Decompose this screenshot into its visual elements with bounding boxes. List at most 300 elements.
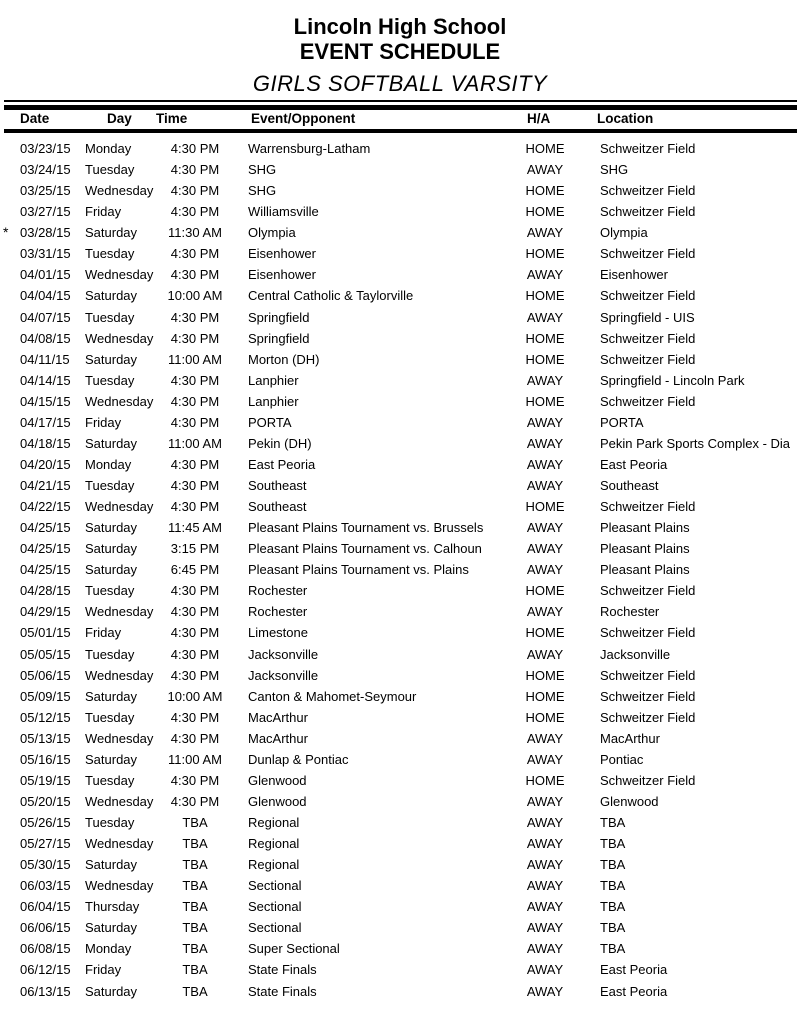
cell-time: 4:30 PM (170, 414, 220, 430)
table-row (0, 201, 800, 222)
cell-event: Canton & Mahomet-Seymour (248, 688, 417, 704)
cell-day: Saturday (85, 751, 138, 767)
table-row (0, 243, 800, 264)
cell-date: 05/05/15 (20, 646, 71, 662)
cell-location: Schweitzer Field (600, 183, 696, 199)
cell-location: Jacksonville (600, 646, 671, 662)
cell-day: Tuesday (85, 478, 135, 493)
cell-date: 03/25/15 (20, 183, 71, 199)
cell-day: Saturday (85, 520, 138, 536)
table-row (0, 665, 800, 686)
cell-location: TBA (600, 836, 626, 852)
table-row (0, 222, 800, 243)
cell-time: 4:30 PM (170, 246, 220, 262)
cell-event: Springfield (248, 309, 310, 325)
cell-day: Saturday (85, 857, 138, 873)
cell-day: Saturday (85, 983, 138, 999)
cell-time: 11:45 AM (168, 520, 222, 536)
cell-event: Regional (248, 815, 300, 830)
cell-day: Saturday (85, 541, 138, 557)
cell-ha: AWAY (526, 435, 564, 451)
cell-date: 03/27/15 (20, 204, 71, 220)
cell-time: TBA (182, 836, 208, 852)
cell-time: TBA (182, 815, 208, 830)
cell-time: 10:00 AM (167, 688, 223, 704)
cell-time: TBA (182, 920, 208, 936)
cell-day: Wednesday (85, 499, 154, 515)
cell-time: 3:15 PM (170, 541, 220, 557)
header-rule-thick-top (4, 105, 797, 110)
cell-ha: HOME (525, 709, 565, 725)
cell-event: SHG (248, 183, 277, 199)
cell-location: Eisenhower (600, 267, 668, 283)
cell-ha: AWAY (526, 604, 564, 620)
cell-date: 04/20/15 (20, 456, 71, 472)
cell-time: 4:30 PM (170, 309, 220, 325)
cell-date: 05/12/15 (20, 709, 71, 725)
cell-ha: AWAY (526, 941, 564, 957)
cell-location: Schweitzer Field (600, 288, 696, 304)
cell-location: TBA (600, 941, 626, 957)
cell-location: Pleasant Plains (600, 562, 690, 578)
cell-location: Schweitzer Field (600, 583, 696, 599)
cell-event: Glenwood (248, 772, 307, 788)
cell-location: TBA (600, 899, 626, 915)
cell-location: Pontiac (600, 751, 644, 767)
cell-day: Saturday (85, 688, 138, 704)
cell-ha: AWAY (526, 793, 564, 809)
page-title: EVENT SCHEDULE (299, 39, 501, 64)
cell-event: Regional (248, 836, 300, 852)
cell-day: Wednesday (85, 393, 154, 409)
cell-time: 4:30 PM (170, 772, 220, 788)
cell-ha: HOME (525, 667, 565, 683)
cell-event: State Finals (248, 962, 317, 978)
cell-date: 06/04/15 (20, 899, 71, 915)
cell-location: East Peoria (600, 456, 668, 472)
cell-day: Tuesday (85, 815, 135, 830)
cell-location: Schweitzer Field (600, 709, 696, 725)
cell-event: Lanphier (248, 372, 299, 388)
cell-date: 05/09/15 (20, 688, 71, 704)
table-row (0, 433, 800, 454)
cell-time: 4:30 PM (170, 372, 220, 388)
cell-day: Thursday (85, 899, 140, 915)
cell-day: Monday (85, 456, 132, 472)
cell-time: 10:00 AM (167, 288, 223, 304)
cell-ha: HOME (525, 499, 565, 515)
cell-date: 06/13/15 (20, 983, 71, 999)
cell-ha: AWAY (526, 541, 564, 557)
cell-ha: HOME (525, 393, 565, 409)
table-row (0, 875, 800, 896)
cell-ha: AWAY (526, 162, 564, 178)
table-row (0, 601, 800, 622)
cell-location: Southeast (600, 478, 659, 493)
cell-event: MacArthur (248, 709, 308, 725)
table-row (0, 285, 800, 306)
cell-ha: HOME (525, 330, 565, 346)
cell-time: 4:30 PM (170, 583, 220, 599)
cell-date: 03/23/15 (20, 141, 71, 156)
cell-date: 04/08/15 (20, 330, 71, 346)
cell-event: Olympia (248, 225, 296, 241)
table-row (0, 749, 800, 770)
cell-day: Tuesday (85, 372, 135, 388)
table-row (0, 917, 800, 938)
cell-day: Friday (85, 962, 122, 978)
cell-date: 06/03/15 (20, 878, 71, 894)
cell-location: Schweitzer Field (600, 667, 696, 683)
table-row (0, 770, 800, 791)
cell-ha: AWAY (526, 962, 564, 978)
cell-day: Saturday (85, 920, 138, 936)
cell-time: 4:30 PM (170, 267, 220, 283)
cell-ha: HOME (525, 288, 565, 304)
column-header-event: Event/Opponent (251, 111, 356, 126)
cell-location: TBA (600, 857, 626, 873)
cell-ha: AWAY (526, 730, 564, 746)
cell-ha: AWAY (526, 414, 564, 430)
cell-location: PORTA (600, 414, 644, 430)
cell-time: 4:30 PM (170, 204, 220, 220)
cell-date: 03/31/15 (20, 246, 71, 262)
table-row (0, 538, 800, 559)
cell-day: Tuesday (85, 646, 135, 662)
cell-date: 05/19/15 (20, 772, 71, 788)
cell-ha: AWAY (526, 309, 564, 325)
cell-time: TBA (182, 878, 208, 894)
column-header-ha: H/A (527, 111, 551, 126)
cell-ha: AWAY (526, 815, 564, 830)
cell-location: Glenwood (600, 793, 659, 809)
cell-location: Schweitzer Field (600, 141, 696, 156)
table-row (0, 686, 800, 707)
cell-time: 4:30 PM (170, 162, 220, 178)
column-header-location: Location (597, 111, 654, 126)
cell-time: 4:30 PM (170, 625, 220, 641)
cell-date: 05/16/15 (20, 751, 71, 767)
cell-day: Wednesday (85, 878, 154, 894)
cell-day: Tuesday (85, 309, 135, 325)
cell-event: Rochester (248, 583, 308, 599)
cell-event: Central Catholic & Taylorville (248, 288, 414, 304)
table-row (0, 707, 800, 728)
cell-date: 04/15/15 (20, 393, 71, 409)
table-row (0, 981, 800, 1002)
cell-event: Morton (DH) (248, 351, 320, 367)
cell-ha: HOME (525, 183, 565, 199)
cell-date: 05/30/15 (20, 857, 71, 873)
cell-time: TBA (182, 857, 208, 873)
table-row (0, 517, 800, 538)
cell-time: TBA (182, 962, 208, 978)
cell-date: 03/28/15 (20, 225, 71, 241)
cell-date: 05/13/15 (20, 730, 71, 746)
cell-ha: AWAY (526, 520, 564, 536)
cell-event: Eisenhower (248, 267, 316, 283)
cell-location: Springfield - Lincoln Park (600, 372, 745, 388)
cell-event: Sectional (248, 878, 302, 894)
cell-event: Sectional (248, 899, 302, 915)
cell-location: Schweitzer Field (600, 772, 696, 788)
cell-day: Saturday (85, 225, 138, 241)
table-row (0, 728, 800, 749)
cell-time: 4:30 PM (170, 478, 220, 493)
cell-day: Tuesday (85, 246, 135, 262)
cell-ha: AWAY (526, 878, 564, 894)
cell-ha: AWAY (526, 751, 564, 767)
table-row (0, 854, 800, 875)
cell-event: PORTA (248, 414, 292, 430)
cell-time: 4:30 PM (170, 793, 220, 809)
cell-ha: AWAY (526, 267, 564, 283)
cell-time: 4:30 PM (170, 730, 220, 746)
cell-location: Schweitzer Field (600, 393, 696, 409)
cell-day: Saturday (85, 288, 138, 304)
cell-event: Limestone (248, 625, 308, 641)
cell-day: Wednesday (85, 730, 154, 746)
cell-ha: AWAY (526, 836, 564, 852)
cell-location: Schweitzer Field (600, 688, 696, 704)
cell-date: 04/25/15 (20, 562, 71, 578)
cell-event: Pekin (DH) (248, 435, 312, 451)
table-row (0, 622, 800, 643)
table-row (0, 180, 800, 201)
cell-date: 05/20/15 (20, 793, 71, 809)
table-row (0, 138, 800, 159)
cell-location: Schweitzer Field (600, 351, 696, 367)
cell-ha: HOME (525, 351, 565, 367)
cell-day: Saturday (85, 351, 138, 367)
cell-day: Friday (85, 204, 122, 220)
cell-day: Wednesday (85, 667, 154, 683)
cell-date: 04/22/15 (20, 499, 71, 515)
cell-event: Southeast (248, 499, 307, 515)
cell-time: 4:30 PM (170, 456, 220, 472)
cell-ha: AWAY (526, 920, 564, 936)
cell-day: Wednesday (85, 330, 154, 346)
table-row (0, 833, 800, 854)
table-row (0, 349, 800, 370)
cell-ha: AWAY (526, 456, 564, 472)
cell-time: TBA (182, 941, 208, 957)
cell-day: Wednesday (85, 604, 154, 620)
table-row (0, 896, 800, 917)
cell-event: Springfield (248, 330, 310, 346)
cell-day: Wednesday (85, 836, 154, 852)
cell-location: Schweitzer Field (600, 204, 696, 220)
cell-location: Olympia (600, 225, 648, 241)
cell-event: Jacksonville (248, 646, 319, 662)
cell-location: TBA (600, 920, 626, 936)
cell-time: 4:30 PM (170, 393, 220, 409)
cell-date: 05/01/15 (20, 625, 71, 641)
cell-day: Saturday (85, 562, 138, 578)
cell-day: Friday (85, 625, 122, 641)
header-rule-thick-bottom (4, 129, 797, 133)
cell-event: Regional (248, 857, 300, 873)
cell-day: Friday (85, 414, 122, 430)
cell-event: Lanphier (248, 393, 299, 409)
cell-event: East Peoria (248, 456, 316, 472)
cell-date: 04/25/15 (20, 541, 71, 557)
cell-date: 04/29/15 (20, 604, 71, 620)
cell-time: 4:30 PM (170, 330, 220, 346)
table-row (0, 264, 800, 285)
cell-date: 05/27/15 (20, 836, 71, 852)
table-row (0, 938, 800, 959)
cell-date: 04/01/15 (20, 267, 71, 283)
cell-location: Schweitzer Field (600, 499, 696, 515)
table-row (0, 159, 800, 180)
cell-ha: HOME (525, 625, 565, 641)
cell-day: Monday (85, 941, 132, 957)
table-row (0, 391, 800, 412)
cell-time: 4:30 PM (170, 499, 220, 515)
cell-day: Tuesday (85, 709, 135, 725)
cell-time: 11:00 AM (168, 351, 222, 367)
cell-ha: HOME (525, 688, 565, 704)
school-name: Lincoln High School (293, 14, 507, 39)
cell-event: Sectional (248, 920, 302, 936)
cell-day: Monday (85, 141, 132, 156)
cell-ha: HOME (525, 204, 565, 220)
cell-ha: AWAY (526, 899, 564, 915)
cell-time: 11:00 AM (168, 435, 222, 451)
cell-ha: HOME (525, 246, 565, 262)
cell-event: Eisenhower (248, 246, 316, 262)
cell-location: East Peoria (600, 962, 668, 978)
cell-ha: AWAY (526, 372, 564, 388)
cell-time: 4:30 PM (170, 646, 220, 662)
cell-date: 06/12/15 (20, 962, 71, 978)
cell-location: Pekin Park Sports Complex - Dia (600, 435, 791, 451)
cell-date: 04/11/15 (20, 351, 70, 367)
cell-ha: HOME (525, 583, 565, 599)
cell-time: 4:30 PM (170, 709, 220, 725)
header-rule-thin (4, 100, 797, 102)
cell-location: Schweitzer Field (600, 330, 696, 346)
cell-ha: AWAY (526, 983, 564, 999)
cell-date: 04/25/15 (20, 520, 71, 536)
table-row (0, 644, 800, 665)
cell-date: 04/17/15 (20, 414, 71, 430)
cell-event: Pleasant Plains Tournament vs. Plains (248, 562, 469, 578)
cell-date: 04/28/15 (20, 583, 71, 599)
table-row (0, 580, 800, 601)
cell-day: Tuesday (85, 583, 135, 599)
cell-location: Schweitzer Field (600, 625, 696, 641)
cell-time: TBA (182, 899, 208, 915)
column-header-time: Time (156, 111, 188, 126)
cell-event: Rochester (248, 604, 308, 620)
table-row (0, 559, 800, 580)
cell-date: 03/24/15 (20, 162, 71, 178)
team-subtitle: GIRLS SOFTBALL VARSITY (252, 71, 548, 96)
cell-time: TBA (182, 983, 208, 999)
cell-time: 4:30 PM (170, 183, 220, 199)
cell-date: 05/26/15 (20, 815, 71, 830)
cell-location: Schweitzer Field (600, 246, 696, 262)
cell-ha: AWAY (526, 562, 564, 578)
cell-event: MacArthur (248, 730, 308, 746)
cell-ha: AWAY (526, 478, 564, 493)
cell-date: 04/18/15 (20, 435, 71, 451)
cell-ha: HOME (525, 141, 565, 156)
column-header-date: Date (20, 111, 50, 126)
cell-event: Jacksonville (248, 667, 319, 683)
cell-time: 4:30 PM (170, 604, 220, 620)
cell-ha: AWAY (526, 225, 564, 241)
cell-event: Super Sectional (248, 941, 340, 957)
cell-location: Rochester (600, 604, 660, 620)
cell-location: East Peoria (600, 983, 668, 999)
cell-time: 11:00 AM (168, 751, 222, 767)
table-row (0, 454, 800, 475)
cell-ha: HOME (525, 772, 565, 788)
cell-event: Pleasant Plains Tournament vs. Brussels (248, 520, 484, 536)
table-row (0, 370, 800, 391)
cell-day: Wednesday (85, 183, 154, 199)
table-row (0, 307, 800, 328)
cell-event: SHG (248, 162, 277, 178)
cell-date: 05/06/15 (20, 667, 71, 683)
cell-time: 11:30 AM (168, 225, 222, 241)
cell-date: 04/04/15 (20, 288, 71, 304)
cell-location: TBA (600, 878, 626, 894)
table-row (0, 496, 800, 517)
table-row (0, 328, 800, 349)
table-row (0, 791, 800, 812)
cell-time: 4:30 PM (170, 667, 220, 683)
cell-date: 06/08/15 (20, 941, 71, 957)
cell-date: 04/07/15 (20, 309, 71, 325)
cell-location: Pleasant Plains (600, 541, 690, 557)
cell-event: Warrensburg-Latham (248, 141, 371, 156)
cell-date: 04/21/15 (20, 478, 71, 493)
cell-event: Southeast (248, 478, 307, 493)
star-marker: * (3, 224, 9, 241)
table-row (0, 812, 800, 833)
table-row (0, 412, 800, 433)
table-row (0, 475, 800, 496)
cell-location: Pleasant Plains (600, 520, 690, 536)
cell-event: State Finals (248, 983, 317, 999)
cell-day: Wednesday (85, 793, 154, 809)
cell-day: Tuesday (85, 772, 135, 788)
table-row (0, 959, 800, 980)
cell-event: Williamsville (248, 204, 319, 220)
cell-location: SHG (600, 162, 629, 178)
schedule-rows (0, 138, 800, 1002)
cell-day: Saturday (85, 435, 138, 451)
cell-event: Dunlap & Pontiac (248, 751, 349, 767)
column-header-day: Day (107, 111, 132, 126)
cell-day: Wednesday (85, 267, 154, 283)
cell-event: Pleasant Plains Tournament vs. Calhoun (248, 541, 482, 557)
cell-ha: AWAY (526, 857, 564, 873)
cell-date: 04/14/15 (20, 372, 71, 388)
cell-location: MacArthur (600, 730, 660, 746)
cell-day: Tuesday (85, 162, 135, 178)
cell-time: 6:45 PM (170, 562, 220, 578)
cell-time: 4:30 PM (170, 141, 220, 156)
cell-event: Glenwood (248, 793, 307, 809)
cell-location: TBA (600, 815, 626, 830)
cell-ha: AWAY (526, 646, 564, 662)
cell-location: Springfield - UIS (600, 309, 695, 325)
